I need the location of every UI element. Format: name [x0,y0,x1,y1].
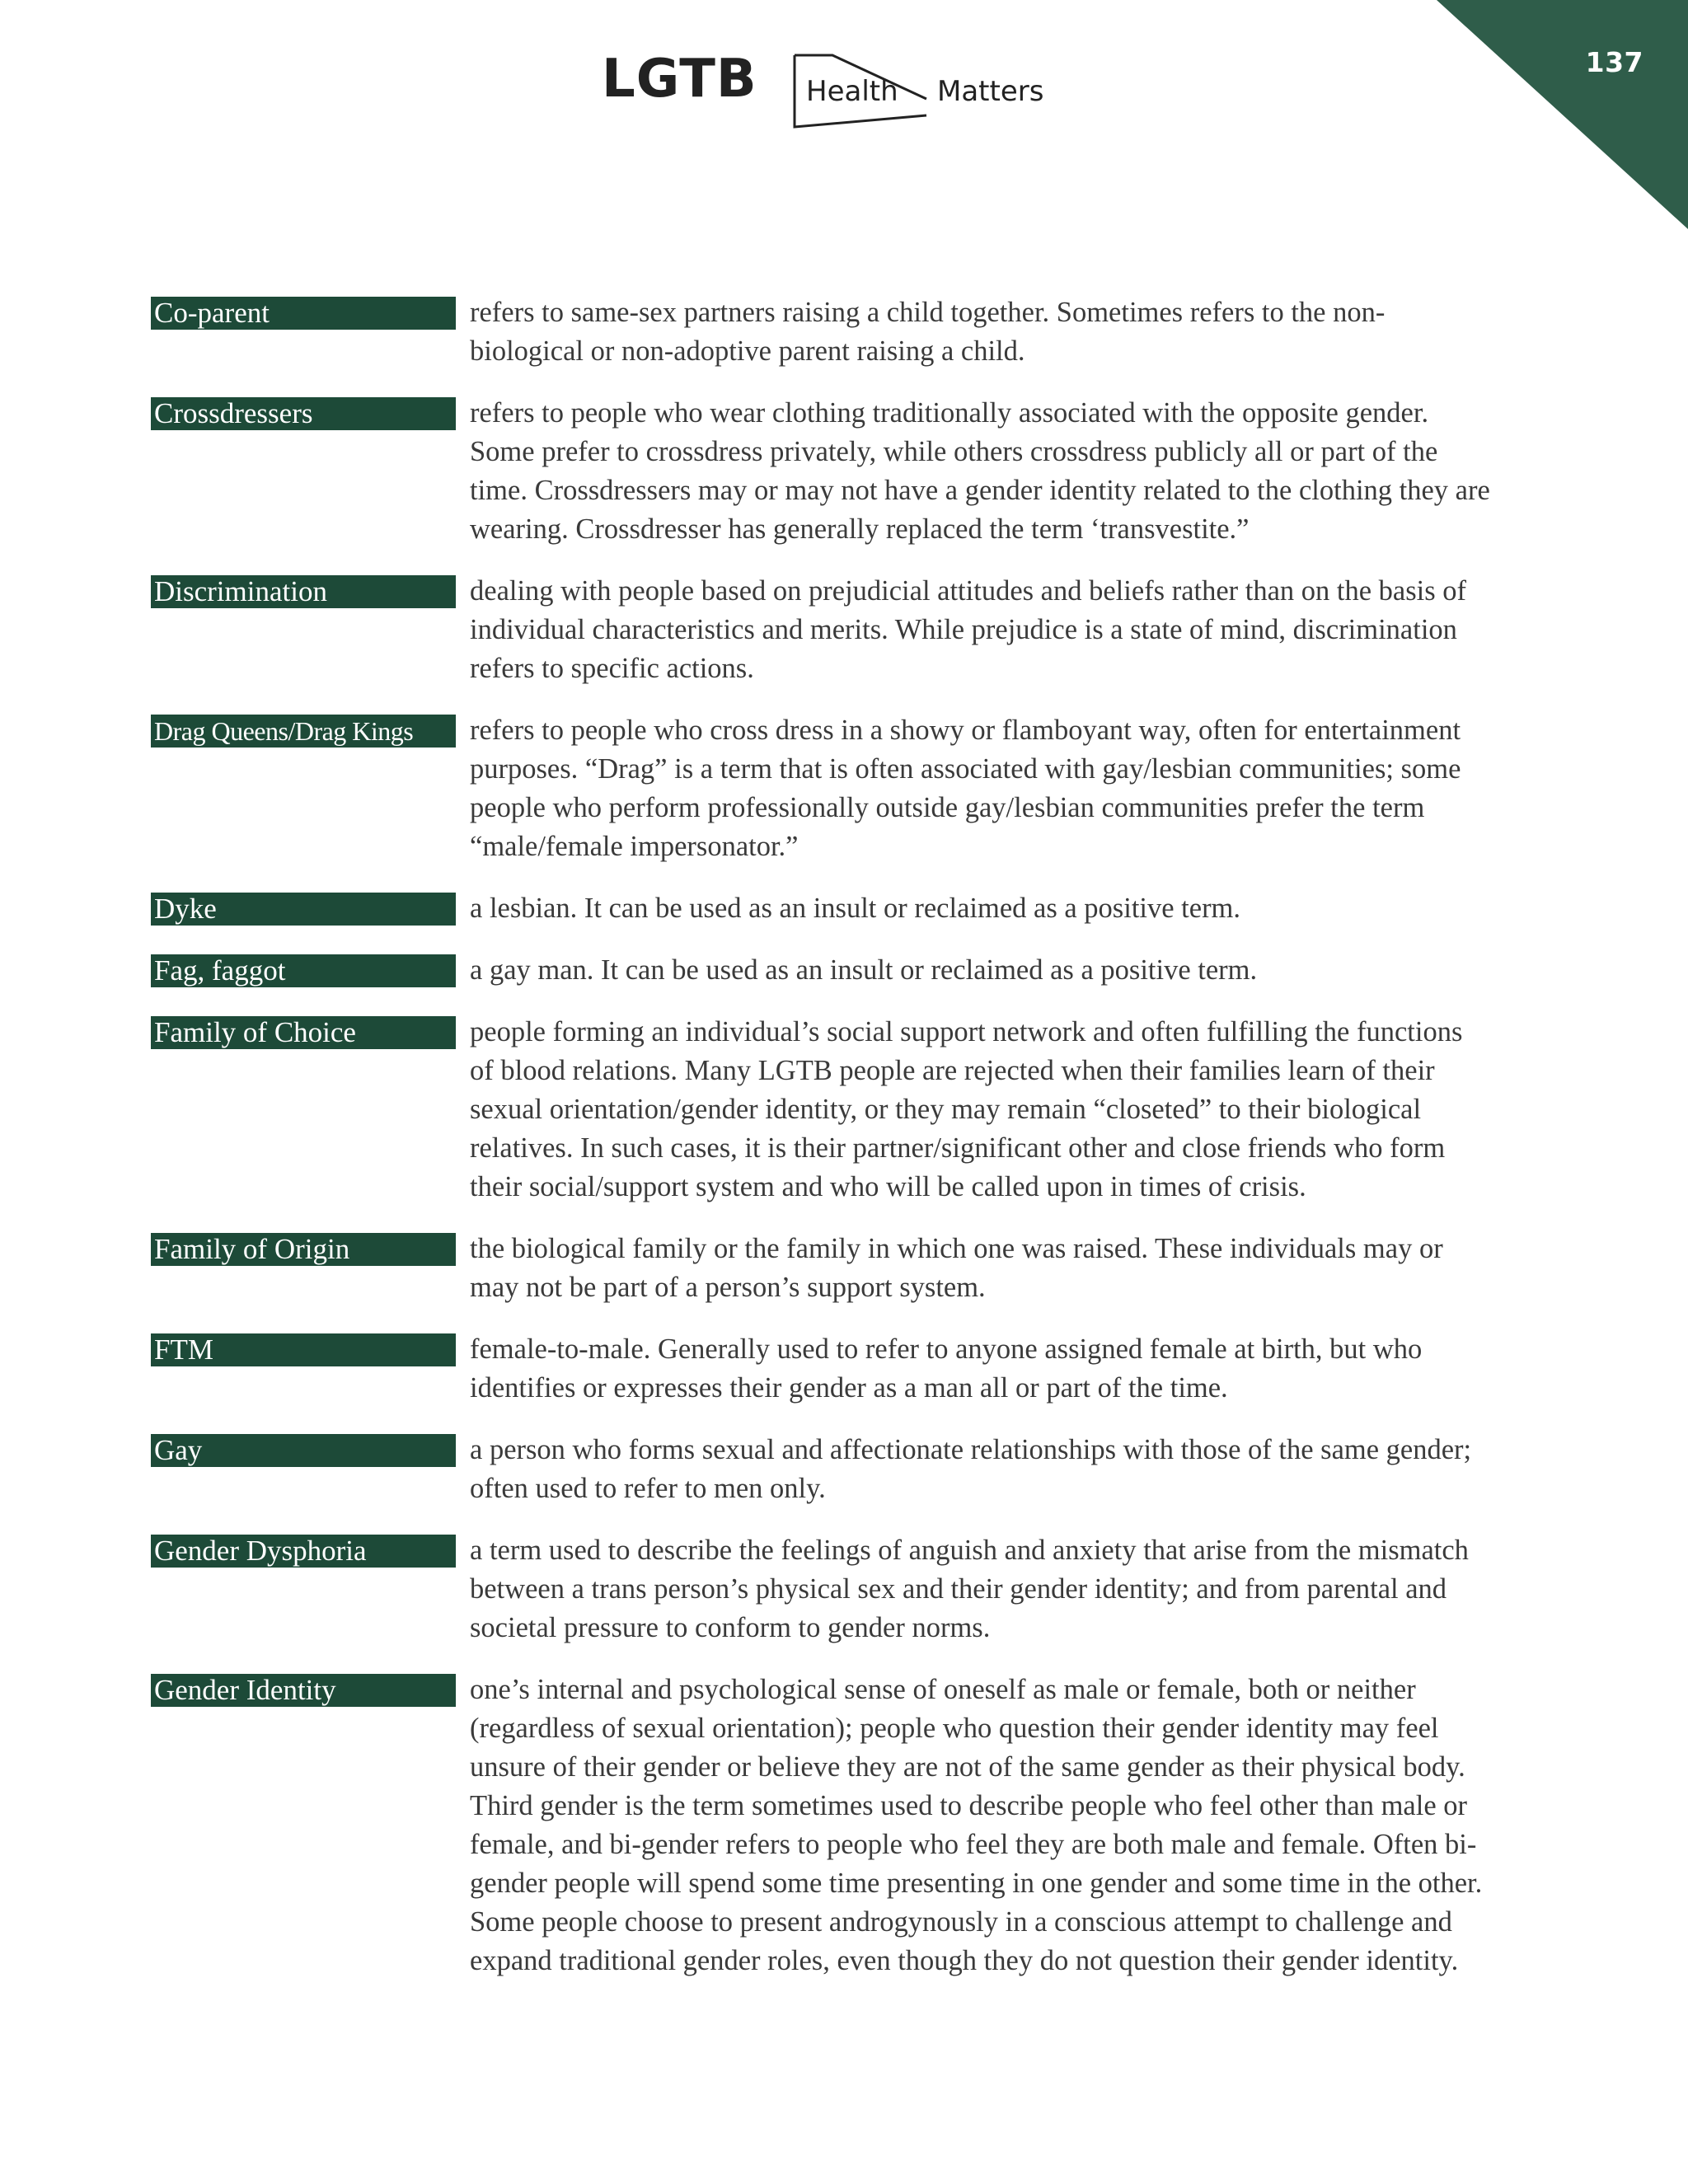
glossary-definition: a person who forms sexual and affectionate relationships with those of the same gender; often used to refer to men only. [470,1434,1472,1504]
glossary-entry [0,711,1688,866]
glossary-definition: a gay man. It can be used as an insult or reclaimed as a positive term. [470,954,1258,986]
glossary-entry [0,951,1688,990]
glossary-definition: a term used to describe the feelings of anguish and anxiety that arise from the mismatch between a trans person’s physical sex and their gender identity; and from parental and societal pressure to conform to gender norms. [470,1535,1469,1643]
glossary-term: Fag, faggot [151,954,456,987]
glossary-entry [0,394,1688,549]
glossary-entry [0,572,1688,688]
glossary-term: Gender Dysphoria [151,1535,456,1568]
glossary-term: Crossdressers [151,397,456,430]
glossary-term: Family of Choice [151,1016,456,1049]
glossary-term: Dyke [151,893,456,926]
corner-accent [1437,0,1688,229]
glossary-term: Discrimination [151,575,456,608]
glossary-definition: refers to same-sex partners raising a child together. Sometimes refers to the non-biological or non-adoptive parent raising a child. [470,297,1386,367]
glossary-entry [0,1671,1688,1980]
glossary-definition: one’s internal and psychological sense of oneself as male or female, both or neither (regardless of sexual orientation); people who question their gender identity may feel unsure of their gender or believe they are not of the same gender as their physical body. Third gender is the term sometimes used to describe people who feel other than male or female, and bi-gender refers to people who feel they are both male and female. Often bi-gender people will spend some time presenting in one gender and some time in the other. Some people choose to present androgynously in a conscious attempt to challenge and expand traditional gender roles, even though they do not question their gender identity. [470,1674,1483,1976]
glossary-term: Gender Identity [151,1674,456,1707]
glossary-definition: refers to people who wear clothing traditionally associated with the opposite gender. Some prefer to crossdress privately, while others crossdress publicly all or part of the time. Crossdressers may or may not have a gender identity related to the clothing they are wearing. Crossdresser has generally replaced the term ‘transvestite.” [470,397,1490,545]
page-number: 137 [1585,46,1643,78]
glossary-definition: dealing with people based on prejudicial attitudes and beliefs rather than on the basis of individual characteristics and merits. While prejudice is a state of mind, discrimination refers to specific actions. [470,575,1467,684]
glossary-term: Family of Origin [151,1233,456,1266]
glossary-entry [0,889,1688,928]
glossary-entry [0,1013,1688,1207]
glossary-entry [0,1531,1688,1647]
glossary-list [0,293,1688,2004]
glossary-definition: female-to-male. Generally used to refer to anyone assigned female at birth, but who identifies or expresses their gender as a man all or part of the time. [470,1333,1423,1404]
glossary-entry [0,1431,1688,1508]
glossary-definition: people forming an individual’s social support network and often fulfilling the functions of blood relations. Many LGTB people are rejected when their families learn of their sexual orientation/gender identity, or they may remain “closeted” to their biological relatives. In such cases, it is their partner/significant other and close friends who form their social/support system and who will be called upon in times of crisis. [470,1016,1463,1202]
header-logo [602,51,1096,134]
glossary-term: Co-parent [151,297,456,330]
glossary-term: Gay [151,1434,456,1467]
glossary-definition: a lesbian. It can be used as an insult or reclaimed as a positive term. [470,893,1241,924]
logo-lgtb: LGTB [602,49,757,110]
glossary-term: Drag Queens/Drag Kings [151,715,456,748]
glossary-definition: refers to people who cross dress in a showy or flamboyant way, often for entertainment purposes. “Drag” is a term that is often associated with gay/lesbian communities; some people who perform professionally outside gay/lesbian communities prefer the term “male/female impersonator.” [470,715,1461,862]
logo-health: Health [806,75,898,108]
glossary-term: FTM [151,1333,456,1366]
glossary-entry [0,1230,1688,1307]
glossary-entry [0,293,1688,371]
glossary-definition: the biological family or the family in which one was raised. These individuals may or may not be part of a person’s support system. [470,1233,1443,1303]
glossary-entry [0,1330,1688,1408]
logo-matters: Matters [937,75,1044,108]
